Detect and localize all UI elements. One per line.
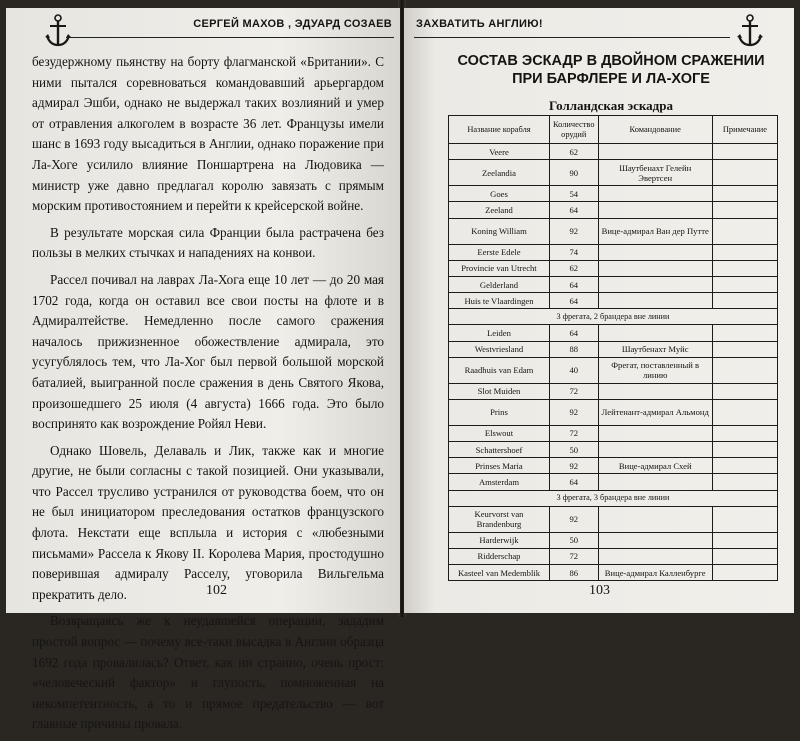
table-note-row xyxy=(449,309,778,325)
command-cell xyxy=(598,532,712,548)
guns-cell: 86 xyxy=(550,565,599,581)
command-cell xyxy=(598,548,712,564)
command-cell: Шаутбенахт Гелейн Эвертсен xyxy=(598,160,712,186)
table-row xyxy=(449,244,778,260)
note-cell xyxy=(712,442,777,458)
table-row xyxy=(449,325,778,341)
paragraph: Однако Шовель, Делаваль и Лик, также как и многие другие, не были согласны с такой позицией. Они указывали, что Рассел трусливо устранился от руководства боем, что он не был инициатором преследования остатков французского флота. Некстати еще всплыла и история с «любезными письмами» Рассела к Якову II. Королева Мария, простодушно поверившая адмиралу Расселу, уговорила Вильгельма прекратить дело. xyxy=(32,442,384,602)
ship-name-cell: Gelderland xyxy=(449,276,550,292)
running-header: ЗАХВАТИТЬ АНГЛИЮ! xyxy=(416,18,543,30)
ship-name-cell: Keurvorst van Brandenburg xyxy=(449,506,550,532)
guns-cell: 64 xyxy=(550,474,599,490)
note-cell xyxy=(712,186,777,202)
title-line: ПРИ БАРФЛЕРЕ И ЛА-ХОГЕ xyxy=(512,71,710,87)
ship-name-cell: Leiden xyxy=(449,325,550,341)
running-header: СЕРГЕЙ МАХОВ , ЭДУАРД СОЗАЕВ xyxy=(193,18,392,30)
fleet-table xyxy=(448,115,778,581)
command-cell: Шаутбенахт Муйс xyxy=(598,341,712,357)
group-note: 3 фрегата, 3 брандера вне линии xyxy=(449,490,778,506)
guns-cell: 64 xyxy=(550,325,599,341)
command-cell: Вице-адмирал Схей xyxy=(598,458,712,474)
table-row xyxy=(449,399,778,425)
guns-cell: 92 xyxy=(550,506,599,532)
paragraph: В результате морская сила Франции была растрачена без пользы в мелких стычках и нападениях на конвои. xyxy=(32,224,384,261)
table-row xyxy=(449,548,778,564)
column-header: Примечание xyxy=(712,116,777,144)
table-row xyxy=(449,202,778,218)
ship-name-cell: Amsterdam xyxy=(449,474,550,490)
ship-name-cell: Raadhuis van Edam xyxy=(449,357,550,383)
ship-name-cell: Kasteel van Medemblik xyxy=(449,565,550,581)
note-cell xyxy=(712,383,777,399)
right-page xyxy=(404,8,794,613)
body-text xyxy=(32,52,384,741)
note-cell xyxy=(712,202,777,218)
ship-name-cell: Zeeland xyxy=(449,202,550,218)
command-cell xyxy=(598,506,712,532)
command-cell xyxy=(598,474,712,490)
note-cell xyxy=(712,425,777,441)
guns-cell: 72 xyxy=(550,425,599,441)
guns-cell: 92 xyxy=(550,399,599,425)
note-cell xyxy=(712,565,777,581)
guns-cell: 64 xyxy=(550,202,599,218)
table-row xyxy=(449,442,778,458)
table-row xyxy=(449,341,778,357)
guns-cell: 50 xyxy=(550,442,599,458)
guns-cell: 90 xyxy=(550,160,599,186)
command-cell: Вице-адмирал Калленбурге xyxy=(598,565,712,581)
command-cell xyxy=(598,144,712,160)
ship-name-cell: Schattershoef xyxy=(449,442,550,458)
table-row xyxy=(449,144,778,160)
table-note-row xyxy=(449,490,778,506)
title-line: СОСТАВ ЭСКАДР В ДВОЙНОМ СРАЖЕНИИ xyxy=(457,53,765,69)
ship-name-cell: Westvriesland xyxy=(449,341,550,357)
ship-name-cell: Zeelandia xyxy=(449,160,550,186)
column-header: Название корабля xyxy=(449,116,550,144)
command-cell xyxy=(598,442,712,458)
command-cell xyxy=(598,383,712,399)
table-header-row xyxy=(449,116,778,144)
guns-cell: 62 xyxy=(550,260,599,276)
guns-cell: 62 xyxy=(550,144,599,160)
paragraph: Возвращаясь же к неудавшейся операции, зададим простой вопрос — почему все-таки высадка в Англии образца 1692 года провалилась? Ответ, как ни странно, очень прост: «человеческий фактор» и глупость, помноженная на некомпетентность, а то и прямое предательство — вот главные причины провала. xyxy=(32,613,384,732)
note-cell xyxy=(712,325,777,341)
guns-cell: 92 xyxy=(550,218,599,244)
note-cell xyxy=(712,548,777,564)
note-cell xyxy=(712,506,777,532)
command-cell xyxy=(598,276,712,292)
anchor-icon xyxy=(44,14,72,48)
page-number: 103 xyxy=(589,583,610,598)
note-cell xyxy=(712,144,777,160)
squadron-subtitle: Голландская эскадра xyxy=(549,98,673,113)
note-cell xyxy=(712,276,777,292)
ship-name-cell: Provincie van Utrecht xyxy=(449,260,550,276)
left-page xyxy=(6,8,400,732)
note-cell xyxy=(712,399,777,425)
ship-name-cell: Veere xyxy=(449,144,550,160)
command-cell: Фрегат, поставленный в линию xyxy=(598,357,712,383)
header-rule xyxy=(414,37,730,38)
note-cell xyxy=(712,357,777,383)
note-cell xyxy=(712,532,777,548)
note-cell xyxy=(712,260,777,276)
ship-name-cell: Elswout xyxy=(449,425,550,441)
note-cell xyxy=(712,160,777,186)
ship-name-cell: Koning William xyxy=(449,218,550,244)
guns-cell: 40 xyxy=(550,357,599,383)
paragraph: безудержному пьянству на борту флагманской «Британии». С ними пытался соревноваться командовавший арьергардом адмирал Эшби, однако не выдержал таких возлияний и умер от отравления алкоголем в возрасте 36 лет. Французы имели шанс в 1693 году высадиться в Англии, однако поражение при Ла-Хоге усилило влияние Поншартрена на Людовика — министр уже давно предлагал королю завязать с прямым морским противостоянием и перейти к крейсерской войне. xyxy=(32,54,384,214)
table-row xyxy=(449,276,778,292)
column-header: Количество орудий xyxy=(550,116,599,144)
guns-cell: 64 xyxy=(550,293,599,309)
guns-cell: 54 xyxy=(550,186,599,202)
note-cell xyxy=(712,474,777,490)
ship-name-cell: Slot Muiden xyxy=(449,383,550,399)
command-cell xyxy=(598,260,712,276)
guns-cell: 74 xyxy=(550,244,599,260)
paragraph: Рассел почивал на лаврах Ла-Хога еще 10 лет — до 20 мая 1702 года, когда он оставил все свои посты на флоте и в Адмиралтействе. Немедленно после самого сражения началось прижизненное обожествление адмирала, это усугублялось тем, что Ла-Хог был первой большой морской баталией, выигранной после сражения в день Святого Якова, произошедшего 25 июля (4 августа) 1666 года. Это было воспринято как возрождение Ройял Неви. xyxy=(32,271,384,432)
group-note: 3 фрегата, 2 брандера вне линии xyxy=(449,309,778,325)
guns-cell: 50 xyxy=(550,532,599,548)
ship-name-cell: Huis te Vlaardingen xyxy=(449,293,550,309)
ship-name-cell: Eerste Edele xyxy=(449,244,550,260)
table-row xyxy=(449,506,778,532)
note-cell xyxy=(712,458,777,474)
command-cell xyxy=(598,425,712,441)
header-rule xyxy=(66,37,394,38)
table-row xyxy=(449,260,778,276)
table-row xyxy=(449,532,778,548)
command-cell xyxy=(598,244,712,260)
page-number: 102 xyxy=(206,583,227,598)
table-row xyxy=(449,474,778,490)
command-cell xyxy=(598,325,712,341)
note-cell xyxy=(712,341,777,357)
command-cell xyxy=(598,293,712,309)
note-cell xyxy=(712,293,777,309)
note-cell xyxy=(712,218,777,244)
ship-name-cell: Prinses Maria xyxy=(449,458,550,474)
ship-name-cell: Goes xyxy=(449,186,550,202)
ship-name-cell: Prins xyxy=(449,399,550,425)
guns-cell: 72 xyxy=(550,548,599,564)
table-row xyxy=(449,458,778,474)
anchor-icon xyxy=(736,14,764,48)
guns-cell: 64 xyxy=(550,276,599,292)
table-row xyxy=(449,160,778,186)
table-row xyxy=(449,357,778,383)
table-row xyxy=(449,565,778,581)
ship-name-cell: Ridderschap xyxy=(449,548,550,564)
table-body xyxy=(449,144,778,581)
table-row xyxy=(449,425,778,441)
command-cell xyxy=(598,186,712,202)
table-row xyxy=(449,383,778,399)
guns-cell: 88 xyxy=(550,341,599,357)
command-cell xyxy=(598,202,712,218)
guns-cell: 92 xyxy=(550,458,599,474)
column-header: Командование xyxy=(598,116,712,144)
table-row xyxy=(449,293,778,309)
table-row xyxy=(449,218,778,244)
guns-cell: 72 xyxy=(550,383,599,399)
ship-name-cell: Harderwijk xyxy=(449,532,550,548)
table-row xyxy=(449,186,778,202)
command-cell: Лейтенант-адмирал Альмонд xyxy=(598,399,712,425)
command-cell: Вице-адмирал Ван дер Путте xyxy=(598,218,712,244)
note-cell xyxy=(712,244,777,260)
section-title xyxy=(444,52,778,88)
